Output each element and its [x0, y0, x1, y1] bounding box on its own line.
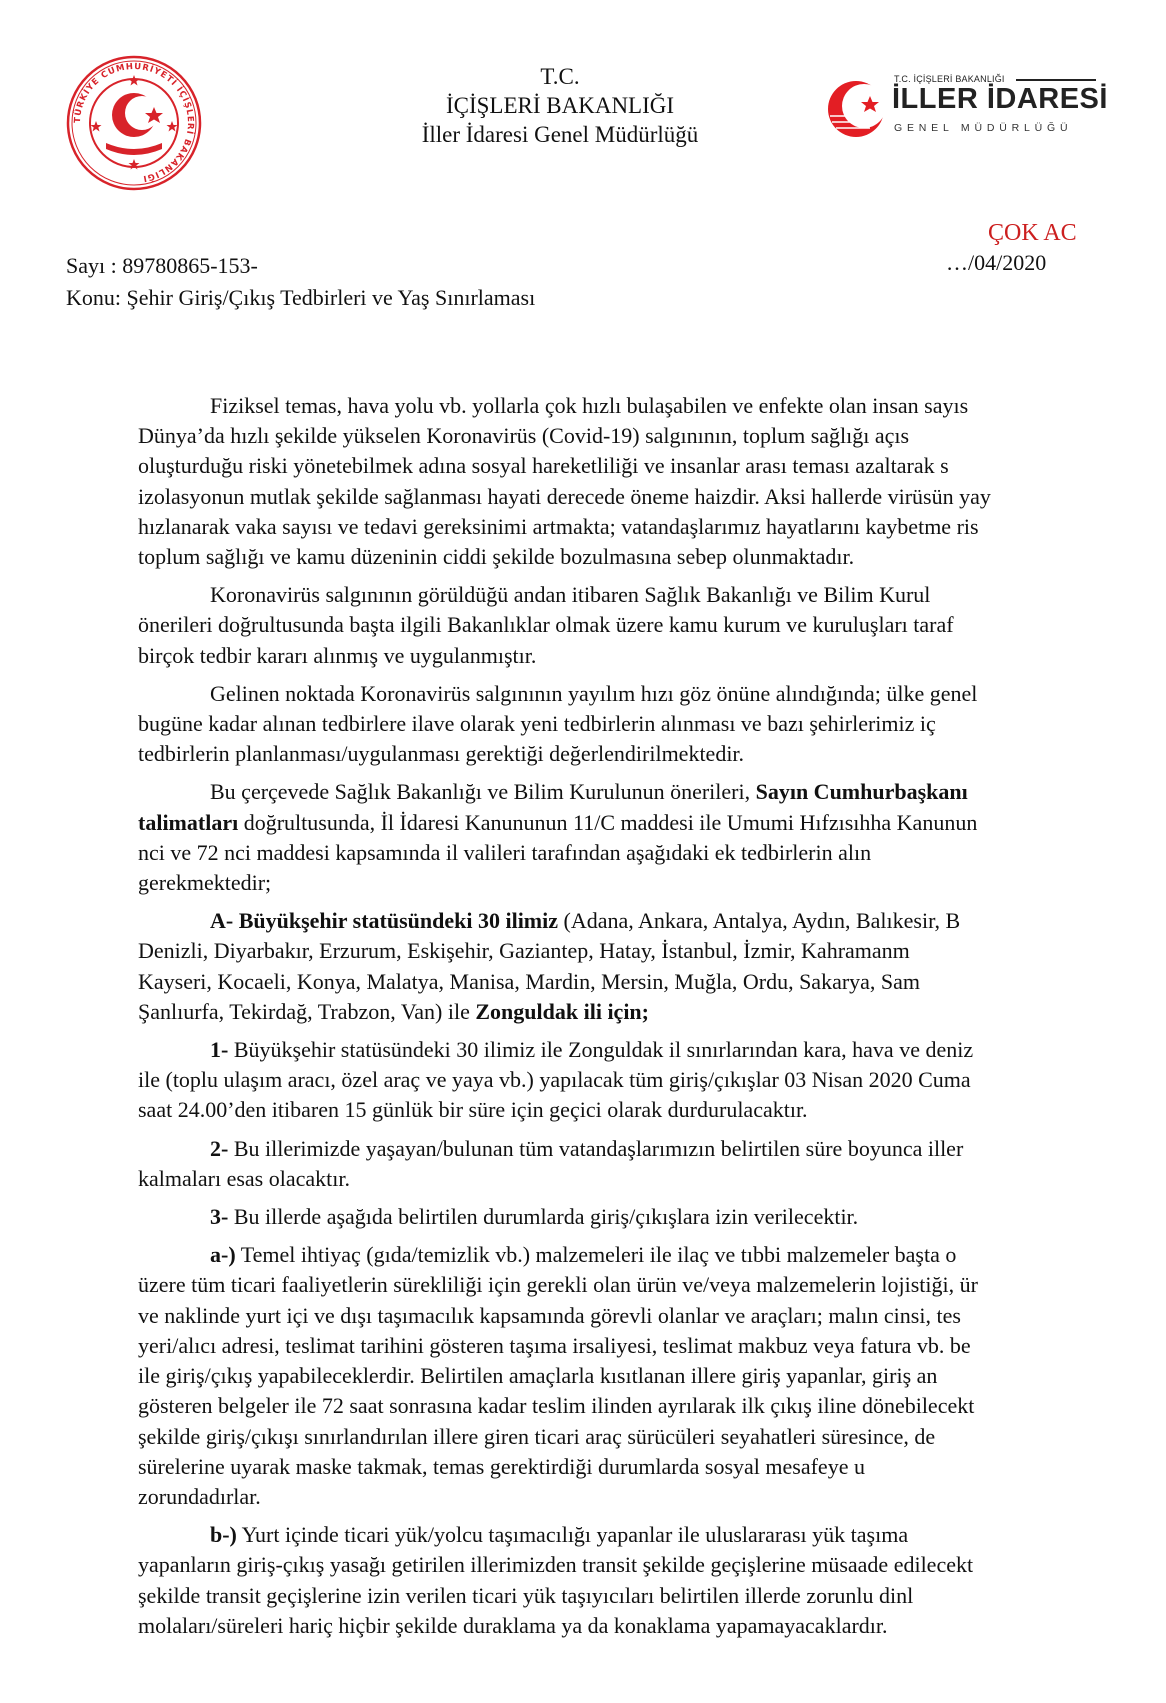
- paragraph-line: [66, 808, 1166, 838]
- paragraph-4: [66, 777, 1166, 898]
- paragraph-line: molaları/süreleri hariç hiçbir şekilde duraklama ya da konaklama yapamayacaklardır.: [138, 1612, 888, 1638]
- item-2: [66, 1134, 1166, 1194]
- paragraph-line: Koronavirüs salgınının görüldüğü andan itibaren Sağlık Bakanlığı ve Bilim Kurul: [210, 582, 931, 608]
- paragraph-line: Kayseri, Kocaeli, Konya, Malatya, Manisa, Mardin, Mersin, Muğla, Ordu, Sakarya, Sam: [138, 968, 921, 994]
- logo-main-text: İLLER İDARESİ: [892, 83, 1108, 115]
- iller-idaresi-logo: [826, 74, 1108, 144]
- reference-number: Sayı : 89780865-153-: [66, 253, 258, 278]
- text-run: Temel ihtiyaç (gıda/temizlik vb.) malzemeleri ile ilaç ve tıbbi malzemeler başta o: [235, 1242, 957, 1268]
- item-number: 2-: [210, 1135, 229, 1161]
- paragraph-line: Fiziksel temas, hava yolu vb. yollarla çok hızlı bulaşabilen ve enfekte olan insan sayıs: [210, 393, 969, 418]
- paragraph-line: üzere tüm ticari faaliyetlerin sürekliliği için gerekli olan ürün ve/veya malzemelerin lojistiği, ür: [138, 1272, 978, 1298]
- text-run: Bu çerçevede Sağlık Bakanlığı ve Bilim Kurulunun önerileri,: [210, 779, 756, 805]
- paragraph-line: izolasyonun mutlak şekilde sağlanması hayati derecede öneme haizdir. Aksi hallerde virüsün yay: [138, 483, 991, 509]
- document-body: [66, 391, 1166, 1649]
- text-run: Bu illerde aşağıda belirtilen durumlarda giriş/çıkışlara izin verilecektir.: [228, 1204, 859, 1230]
- ministry-seal-icon: [66, 55, 202, 191]
- text-run: Büyükşehir statüsündeki 30 ilimiz ile Zonguldak il sınırlarından kara, hava ve deniz: [228, 1037, 974, 1063]
- paragraph-line: ile giriş/çıkış yapabileceklerdir. Belirtilen amaçlarla kısıtlanan illere giriş yapanlar, giriş an: [138, 1363, 938, 1389]
- paragraph-line: nci ve 72 nci maddesi kapsamında il valileri tarafından aşağıdaki ek tedbirlerin alın: [138, 839, 872, 865]
- section-a: [66, 906, 1166, 1027]
- header-ministry: İÇİŞLERİ BAKANLIĞI: [445, 93, 675, 118]
- paragraph-line: yeri/alıcı adresi, teslimat tarihini gösteren taşıma irsaliyesi, teslimat makbuz veya fatura vb. be: [138, 1332, 971, 1358]
- item-3b: [66, 1520, 1166, 1641]
- paragraph-line: saat 24.00’den itibaren 15 günlük bir süre için geçici olarak durdurulacaktır.: [138, 1097, 808, 1123]
- paragraph-line: [66, 1520, 1166, 1550]
- item-number: 3-: [210, 1204, 229, 1230]
- logo-rule: [1016, 79, 1096, 81]
- paragraph-line: [66, 1134, 1166, 1164]
- paragraph-line: ile (toplu ulaşım aracı, özel araç ve yaya vb.) yapılacak tüm giriş/çıkışlar 03 Nisan 2020 Cuma: [138, 1067, 971, 1093]
- item-3a: [66, 1240, 1166, 1512]
- crescent-star-logo-icon: [826, 78, 888, 140]
- paragraph-line: şekilde giriş/çıkışı sınırlandırılan illere giren ticari araç sürücüleri seyahatleri süresince, de: [138, 1423, 936, 1449]
- paragraph-line: zorundadırlar.: [138, 1483, 261, 1509]
- paragraph-line: [66, 997, 1166, 1027]
- paragraph-2: [66, 580, 1166, 671]
- header-tc: T.C.: [540, 64, 580, 89]
- text-run: (Adana, Ankara, Antalya, Aydın, Balıkesir, B: [558, 908, 961, 934]
- item-number: b-): [210, 1522, 237, 1548]
- paragraph-line: gösteren belgeler ile 72 saat sonrasına kadar teslim ilinden ayrılarak ilk çıkış iline dönebilecekt: [138, 1393, 975, 1419]
- logo-sub-text: GENEL MÜDÜRLÜĞÜ: [894, 122, 1073, 134]
- paragraph-line: kalmaları esas olacaktır.: [138, 1165, 350, 1191]
- paragraph-line: Gelinen noktada Koronavirüs salgınının yayılım hızı göz önüne alındığında; ülke genel: [210, 680, 978, 706]
- document-date: …/04/2020: [946, 250, 1047, 275]
- paragraph-line: Denizli, Diyarbakır, Erzurum, Eskişehir, Gaziantep, Hatay, İstanbul, İzmir, Kahramanm: [138, 938, 910, 964]
- paragraph-line: yapanların giriş-çıkış yasağı getirilen illerimizden transit şekilde geçişlerine müsaade edilecekt: [138, 1552, 974, 1578]
- paragraph-line: [66, 906, 1166, 936]
- paragraph-line: bugüne kadar alınan tedbirlere ilave olarak yeni tedbirlerin alınması ve bazı şehirlerimiz iç: [138, 711, 936, 737]
- item-number: 1-: [210, 1037, 229, 1063]
- paragraph-3: [66, 679, 1166, 770]
- letterhead-title: [380, 62, 740, 149]
- paragraph-line: gerekmektedir;: [138, 870, 272, 896]
- paragraph-line: sürelerine uyarak maske takmak, temas gerektirdiği durumlarda sosyal mesafeye u: [138, 1453, 865, 1479]
- paragraph-line: [66, 1202, 1166, 1232]
- item-3: [66, 1202, 1166, 1232]
- seal-text: TÜRKİYE CUMHURİYETİ İÇİŞLERİ BAKANLIĞI: [72, 61, 196, 184]
- paragraph-line: [66, 777, 1166, 807]
- text-run: Yurt içinde ticari yük/yolcu taşımacılığı yapanlar ile uluslararası yük taşıma: [236, 1522, 909, 1548]
- paragraph-1: [66, 391, 1166, 572]
- header-directorate: İller İdaresi Genel Müdürlüğü: [421, 122, 699, 147]
- paragraph-line: hızlanarak vaka sayısı ve tedavi gereksinimi artmakta; vatandaşlarımız hayatlarını kaybetme ris: [138, 513, 979, 539]
- paragraph-line: birçok tedbir kararı alınmış ve uygulanmıştır.: [138, 642, 537, 668]
- paragraph-line: önerileri doğrultusunda başta ilgili Bakanlıklar olmak üzere kamu kurum ve kuruluşları taraf: [138, 612, 954, 638]
- item-number: a-): [210, 1242, 236, 1268]
- paragraph-line: [66, 1035, 1166, 1065]
- urgency-stamp: ÇOK AC: [988, 220, 1077, 246]
- paragraph-line: oluşturduğu riski yönetebilmek adına sosyal hareketliliği ve insanlar arası teması azaltarak s: [138, 453, 949, 479]
- logo-ministry-text: T.C. İÇİŞLERİ BAKANLIĞI: [894, 74, 1005, 84]
- item-1: [66, 1035, 1166, 1126]
- paragraph-line: [66, 1240, 1166, 1270]
- bold-run: Zonguldak ili için;: [475, 998, 649, 1024]
- bold-run: Sayın Cumhurbaşkanı: [755, 779, 968, 805]
- text-run: doğrultusunda, İl İdaresi Kanununun 11/C maddesi ile Umumi Hıfzısıhha Kanunun: [238, 809, 978, 835]
- text-run: Şanlıurfa, Tekirdağ, Trabzon, Van) ile: [138, 998, 476, 1024]
- paragraph-line: ve naklinde yurt içi ve dışı taşımacılık kapsamında görevli olanlar ve araçları; malın cinsi, tes: [138, 1302, 961, 1328]
- paragraph-line: tedbirlerin planlanması/uygulanması gerektiği değerlendirilmektedir.: [138, 741, 745, 767]
- subject-line: Konu: Şehir Giriş/Çıkış Tedbirleri ve Yaş Sınırlaması: [66, 285, 536, 310]
- paragraph-line: Dünya’da hızlı şekilde yükselen Koronavirüs (Covid-19) salgınının, toplum sağlığı açıs: [138, 423, 910, 449]
- document-meta: [66, 250, 535, 314]
- paragraph-line: şekilde transit geçişlerine izin verilen ticari yük taşıyıcıları belirtilen illerde zorunlu dinl: [138, 1582, 914, 1608]
- section-heading: A- Büyükşehir statüsündeki 30 ilimiz: [210, 908, 559, 934]
- paragraph-line: toplum sağlığı ve kamu düzeninin ciddi şekilde bozulmasına sebep olunmaktadır.: [138, 544, 855, 570]
- bold-run: talimatları: [138, 809, 239, 835]
- text-run: Bu illerimizde yaşayan/bulunan tüm vatandaşlarımızın belirtilen süre boyunca iller: [228, 1135, 964, 1161]
